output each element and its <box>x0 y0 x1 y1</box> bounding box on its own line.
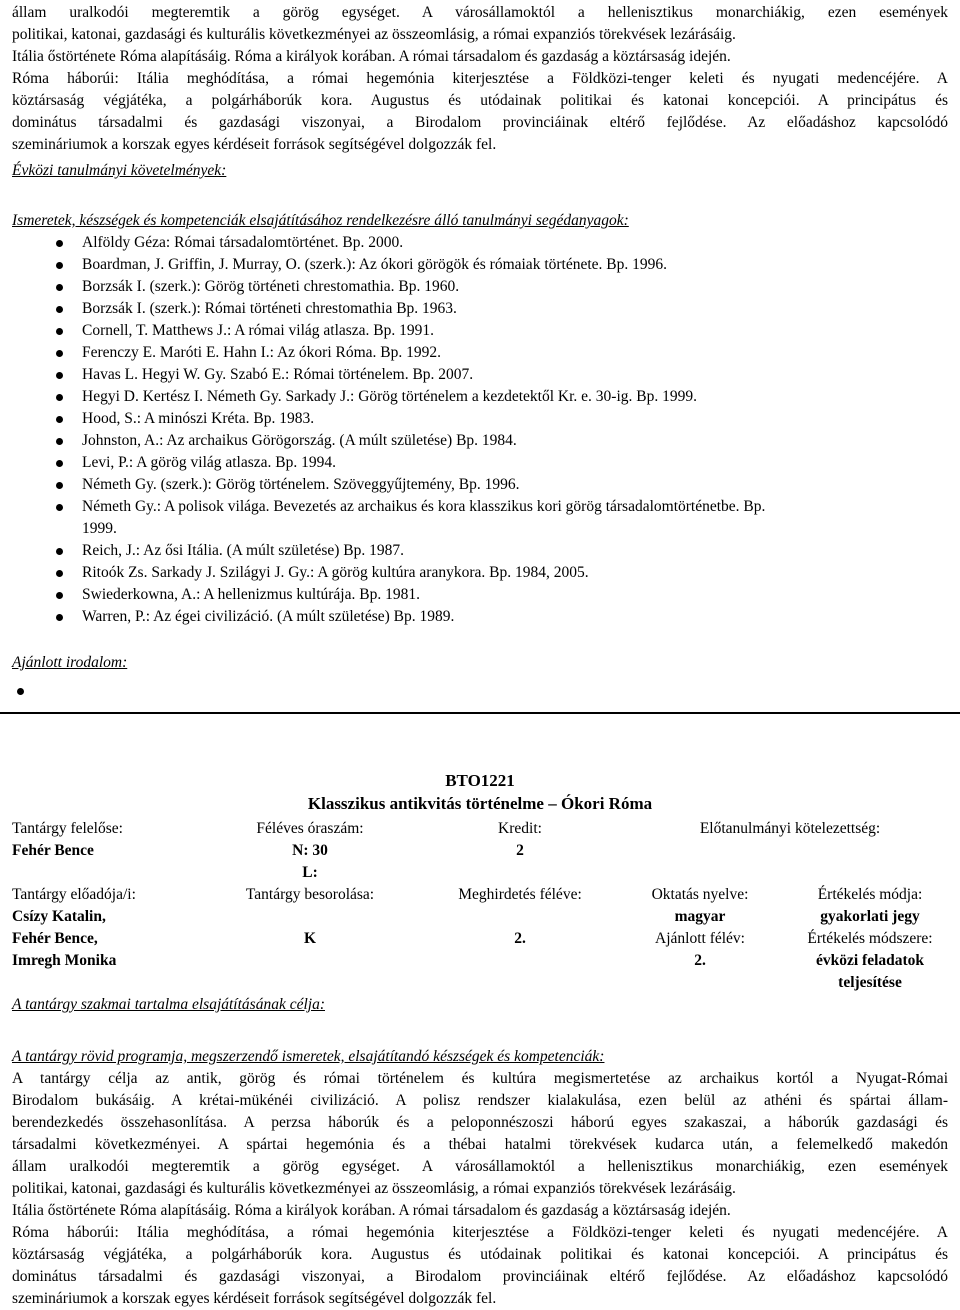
oraszam-n: N: 30 <box>292 842 328 859</box>
segedanyag-heading: Ismeretek, készségek és kompetenciák elsajátításához rendelkezésre álló tanulmányi segédanyagok: <box>12 212 629 229</box>
reference-list-container <box>12 232 948 628</box>
top-paragraph <box>12 2 948 156</box>
empty-bullet <box>12 680 948 702</box>
eloado-label: Tantárgy előadója/i: <box>12 886 136 903</box>
bottom-line: dominátus társadalmi és gazdasági viszonyai, a Birodalom provinciáinak eltérő fejlődése. Az előadáshoz kapcsolódó <box>12 1268 948 1285</box>
meghirdetes-label: Meghirdetés féléve: <box>458 886 582 903</box>
reference-item: Cornell, T. Matthews J.: A római világ atlasza. Bp. 1991. <box>12 320 948 342</box>
felelos-value: Fehér Bence <box>12 842 94 859</box>
ertekeles-modszere-2: teljesítése <box>838 974 902 991</box>
reference-item: Boardman, J. Griffin, J. Murray, O. (szerk.): Az ókori görögök és rómaiak története. Bp. 1996. <box>12 254 948 276</box>
reference-item: Havas L. Hegyi W. Gy. Szabó E.: Római történelem. Bp. 2007. <box>12 364 948 386</box>
bottom-line: társadalmi következményei. A spártai hegemónia és a thébai hatalmi törekvések kudarca után, a felemelkedő makedón <box>12 1136 948 1153</box>
top-line: politikai, katonai, gazdasági és kulturális következményei az összeomlásig, a római expanziós törekvések lezárásáig. <box>12 26 736 43</box>
eloado-1: Csízy Katalin, <box>12 908 106 925</box>
course-code: BTO1221 <box>445 771 515 790</box>
bottom-line: berendezkedés összehasonlítása. A perzsa háborúk és a peloponnészoszi háború egyes szakaszai, a háborúk gazdasági és <box>12 1114 948 1131</box>
reference-item: Hood, S.: A minószi Kréta. Bp. 1983. <box>12 408 948 430</box>
reference-item: Borzsák I. (szerk.): Római történeti chrestomathia Bp. 1963. <box>12 298 948 320</box>
eloado-3: Imregh Monika <box>12 952 117 969</box>
ertekeles-modja-value: gyakorlati jegy <box>820 908 920 925</box>
evkozi-heading: Évközi tanulmányi követelmények: <box>12 162 227 179</box>
ajanlott-heading: Ajánlott irodalom: <box>12 654 128 671</box>
meghirdetes-value: 2. <box>514 930 526 947</box>
ertekeles-modja-label: Értékelés módja: <box>817 886 923 903</box>
ertekeles-modszere-label: Értékelés módszere: <box>807 930 933 947</box>
oraszam-l: L: <box>302 864 318 881</box>
program-heading: A tantárgy rövid programja, megszerzendő ismeretek, elsajátítandó készségek és kompetenciák: <box>12 1048 605 1065</box>
reference-item: Németh Gy. (szerk.): Görög történelem. Szöveggyűjtemény, Bp. 1996. <box>12 474 948 496</box>
top-line: szemináriumok a korszak egyes kérdéseit források segítségével dolgozzák fel. <box>12 136 497 153</box>
bottom-line: Itália őstörténete Róma alapításáig. Róma a királyok korában. A római társadalom és gazdaság a köztársaság idején. <box>12 1202 731 1219</box>
ajanlott-felev-value: 2. <box>694 952 706 969</box>
reference-item: Ritoók Zs. Sarkady J. Szilágyi J. Gy.: A görög kultúra aranykora. Bp. 1984, 2005. <box>12 562 948 584</box>
top-line: állam uralkodói megteremtik a görög egységet. A városállamoktól a hellenisztikus monarchiákig, ezen események <box>12 4 948 21</box>
besorolas-label: Tantárgy besorolása: <box>245 886 375 903</box>
eloado-2: Fehér Bence, <box>12 930 98 947</box>
top-line: köztársaság végjátéka, a polgárháborúk kora. Augustus és utódainak politikai és katonai koncepciói. A principátus és <box>12 92 948 109</box>
ajanlott-felev-label: Ajánlott félév: <box>655 930 745 947</box>
bottom-line: A tantárgy célja az antik, görög és római történelem és kultúra megismertetése az archaikus kortól a Nyugat-Római <box>12 1070 948 1087</box>
kredit-value: 2 <box>516 842 524 859</box>
felelos-label: Tantárgy felelőse: <box>12 820 123 837</box>
elotanulmany-label: Előtanulmányi kötelezettség: <box>699 820 881 837</box>
besorolas-value: K <box>303 930 317 947</box>
top-line: Róma háborúi: Itália meghódítása, a római hegemónia kiterjesztése a Földközi-tenger keleti és nyugati medencéjére. A <box>12 70 948 87</box>
reference-item: Levi, P.: A görög világ atlasza. Bp. 1994. <box>12 452 948 474</box>
reference-item: Hegyi D. Kertész I. Németh Gy. Sarkady J.: Görög történelem a kezdetektől Kr. e. 30-ig. Bp. 1999. <box>12 386 948 408</box>
reference-item: Swiederkowna, A.: A hellenizmus kultúrája. Bp. 1981. <box>12 584 948 606</box>
reference-item: Johnston, A.: Az archaikus Görögország. (A múlt születése) Bp. 1984. <box>12 430 948 452</box>
kredit-label: Kredit: <box>498 820 542 837</box>
bottom-line: állam uralkodói megteremtik a görög egységet. A városállamoktól a hellenisztikus monarchiákig, ezen események <box>12 1158 948 1175</box>
bottom-line: politikai, katonai, gazdasági és kulturális következményei az összeomlásig, a római expanziós törekvések lezárásáig. <box>12 1180 736 1197</box>
cel-heading: A tantárgy szakmai tartalma elsajátításának célja: <box>12 996 325 1013</box>
reference-item: Reich, J.: Az ősi Itália. (A múlt születése) Bp. 1987. <box>12 540 948 562</box>
reference-item: Alföldy Géza: Római társadalomtörténet. Bp. 2000. <box>12 232 948 254</box>
reference-item: Ferenczy E. Maróti E. Hahn I.: Az ókori Róma. Bp. 1992. <box>12 342 948 364</box>
bottom-line: köztársaság végjátéka, a polgárháborúk kora. Augustus és utódainak politikai és katonai koncepciói. A principátus és <box>12 1246 948 1263</box>
nyelv-label: Oktatás nyelve: <box>651 886 749 903</box>
bottom-line: szemináriumok a korszak egyes kérdéseit források segítségével dolgozzák fel. <box>12 1290 497 1307</box>
bottom-line: Róma háborúi: Itália meghódítása, a római hegemónia kiterjesztése a Földközi-tenger keleti és nyugati medencéjére. A <box>12 1224 948 1241</box>
section-divider <box>0 712 960 714</box>
reference-item: Borzsák I. (szerk.): Görög történeti chrestomathia. Bp. 1960. <box>12 276 948 298</box>
course-title: Klasszikus antikvitás történelme – Ókori Róma <box>307 794 653 813</box>
ertekeles-modszere-1: évközi feladatok <box>815 952 925 969</box>
reference-item: Németh Gy.: A polisok világa. Bevezetés az archaikus és kora klasszikus kori görög társadalomtörténetbe. Bp. <box>12 496 948 518</box>
nyelv-value: magyar <box>674 908 726 925</box>
bottom-paragraph <box>12 1068 948 1310</box>
reference-list <box>12 232 948 628</box>
oraszam-label: Féléves óraszám: <box>256 820 364 837</box>
reference-item: Warren, P.: Az égei civilizáció. (A múlt születése) Bp. 1989. <box>12 606 948 628</box>
reference-continuation: 1999. <box>82 520 117 537</box>
bottom-line: Birodalom bukásáig. A krétai-mükénéi civilizáció. A polisz rendszer kialakulása, ezen belül az athéni és spártai állam- <box>12 1092 948 1109</box>
top-line: dominátus társadalmi és gazdasági viszonyai, a Birodalom provinciáinak eltérő fejlődése. Az előadáshoz kapcsolódó <box>12 114 948 131</box>
top-line: Itália őstörténete Róma alapításáig. Róma a királyok korában. A római társadalom és gazdaság a köztársaság idején. <box>12 48 731 65</box>
